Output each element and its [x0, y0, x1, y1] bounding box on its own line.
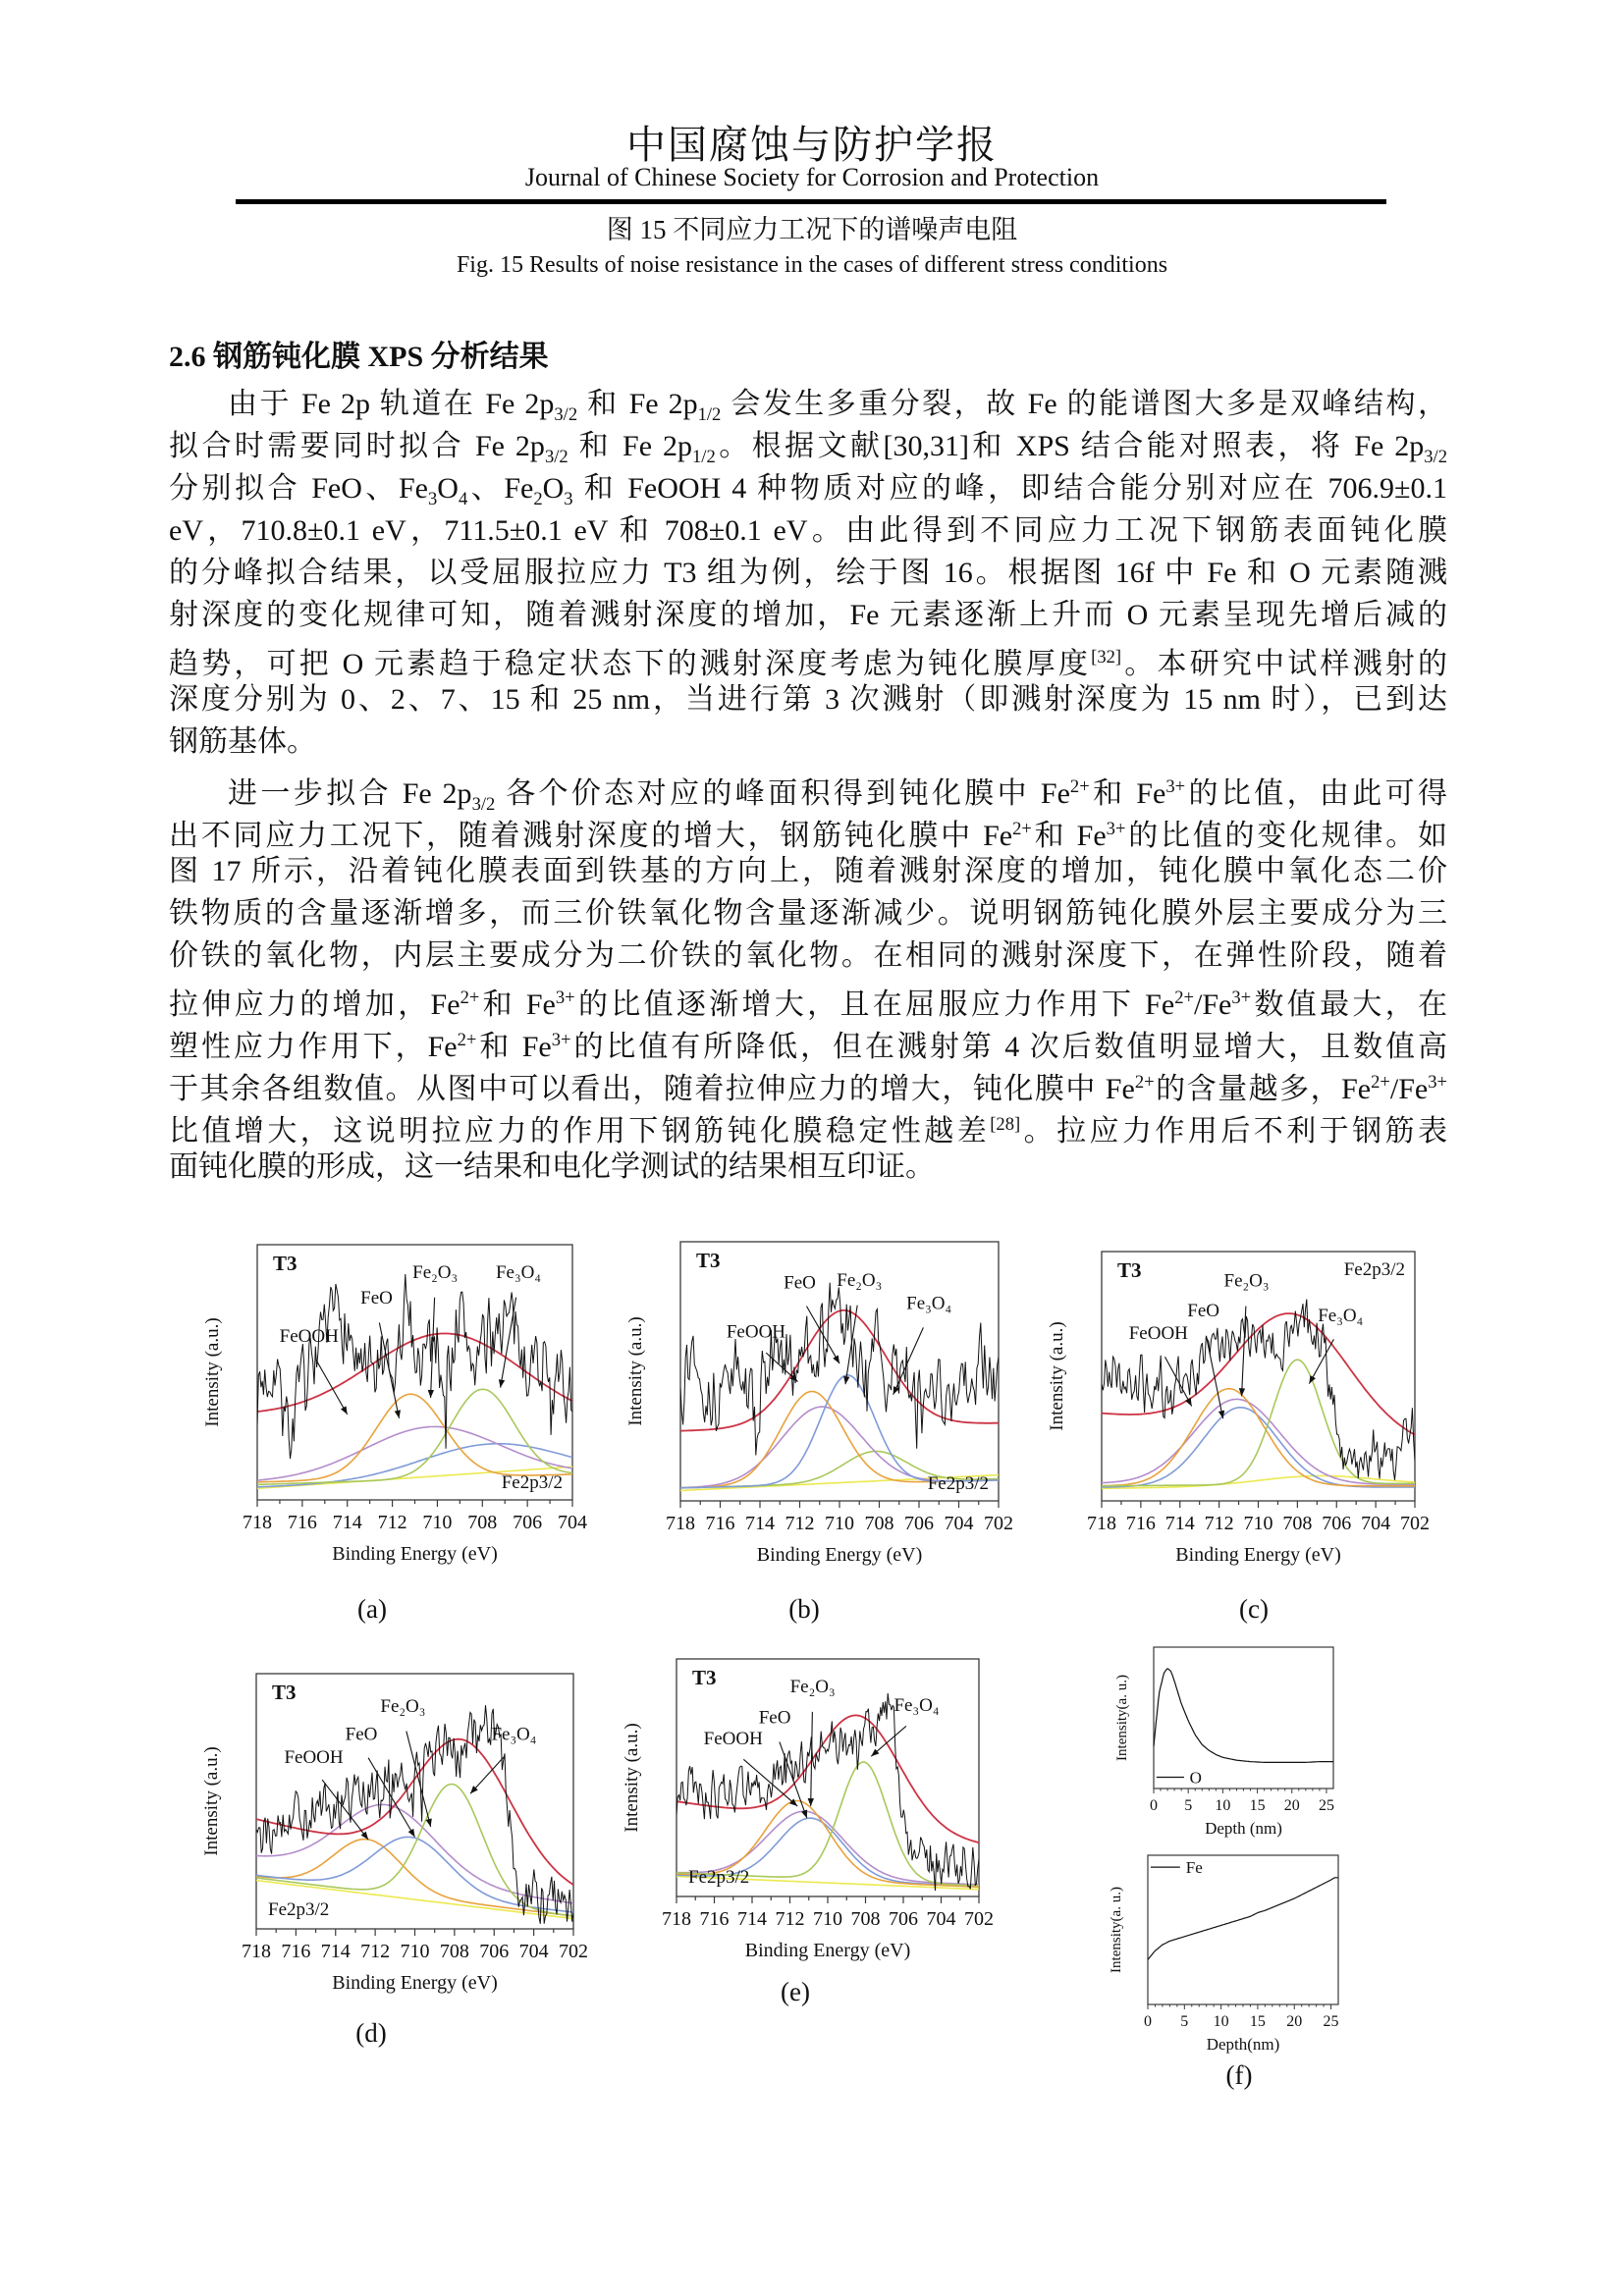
svg-text:Binding Energy (eV): Binding Energy (eV) [332, 1543, 498, 1565]
annotation-FeO: Fe₂O₃ [837, 1269, 883, 1291]
svg-text:Binding Energy (eV): Binding Energy (eV) [744, 1940, 911, 1961]
svg-text:716: 716 [287, 1512, 317, 1533]
svg-text:718: 718 [666, 1513, 695, 1534]
svg-text:708: 708 [864, 1513, 894, 1534]
subfigure-caption-e: (e) [781, 1977, 810, 2006]
svg-text:0: 0 [1150, 1797, 1158, 1814]
svg-text:710: 710 [400, 1941, 430, 1962]
panel-tag: T3 [692, 1666, 717, 1689]
svg-text:708: 708 [1282, 1513, 1313, 1534]
panel-tag: T3 [273, 1252, 298, 1275]
subfigure-caption-d: (d) [355, 2018, 387, 2048]
paragraph-2-line-9: 比值增大，这说明拉应力的作用下钢筋钝化膜稳定性越差[28]。拉应力作用后不利于钢筋表 [169, 1114, 1448, 1148]
paragraph-1-line-8: 深度分别为 0、2、7、15 和 25 nm，当进行第 3 次溅射（即溅射深度为 15 nm 时），已到达 [169, 683, 1447, 716]
svg-text:710: 710 [422, 1512, 453, 1533]
svg-text:714: 714 [737, 1908, 767, 1930]
paragraph-2-line-7: 塑性应力作用下，$Fe^{2+}$和 $Fe^{3+}$的比值有所降低，但在溅射第 4 次后数值明显增大，且数值高 [169, 1030, 1448, 1063]
svg-text:20: 20 [1283, 1797, 1300, 1814]
svg-text:706: 706 [1322, 1513, 1352, 1534]
journal-title-english: Journal of Chinese Society for Corrosion and Protection [524, 163, 1100, 191]
svg-text:702: 702 [559, 1941, 588, 1962]
svg-text:708: 708 [850, 1908, 881, 1930]
paragraph-2-line-2: 出不同应力工况下，随着溅射深度的增大，钢筋钝化膜中 $Fe^{2+}$和 $Fe^{3+}$的比值的变化规律。如 [169, 819, 1448, 852]
svg-text:Intensity(a. u.): Intensity(a. u.) [1114, 1675, 1130, 1761]
svg-text:Intensity (a.u.): Intensity (a.u.) [201, 1746, 222, 1856]
svg-text:718: 718 [242, 1941, 271, 1962]
svg-text:20: 20 [1286, 2013, 1303, 2030]
paragraph-2-line-6: 拉伸应力的增加，$Fe^{2+}$和 $Fe^{3+}$的比值逐渐增大，且在屈服应力作用下 $Fe^{2+}/Fe^{3+}$数值最大，在 [169, 988, 1448, 1021]
panel-tag: T3 [1117, 1258, 1142, 1282]
legend-Fe: Fe [1185, 1858, 1203, 1878]
svg-text:5: 5 [1184, 1797, 1193, 1814]
annotation-FeO: Fe₃O₄ [1318, 1306, 1364, 1327]
svg-text:702: 702 [964, 1908, 994, 1930]
orbital-label: Fe2p3/2 [688, 1867, 750, 1888]
annotation-FeO: FeO [758, 1707, 791, 1729]
svg-text:714: 714 [332, 1512, 362, 1533]
annotation-FeO: Fe₃O₄ [491, 1724, 537, 1745]
svg-text:716: 716 [699, 1908, 730, 1930]
annotation-FeOOH: FeOOH [284, 1747, 344, 1768]
paragraph-1-line-5: 的分峰拟合结果，以受屈服拉应力 T3 组为例，绘于图 16。根据图 16f 中 Fe 和 O 元素随溅 [169, 557, 1447, 589]
svg-text:Binding Energy (eV): Binding Energy (eV) [332, 1972, 498, 1994]
orbital-label: Fe2p3/2 [501, 1472, 563, 1493]
svg-text:702: 702 [984, 1513, 1013, 1534]
svg-text:704: 704 [558, 1512, 587, 1533]
paragraph-2-line-3: 图 17 所示，沿着钝化膜表面到铁基的方向上，随着溅射深度的增加，钝化膜中氧化态二价 [169, 855, 1447, 887]
paragraph-2-line-8: 于其余各组数值。从图中可以看出，随着拉伸应力的增大，钝化膜中 $Fe^{2+}$的含量越多，$Fe^{2+}/Fe^{3+}$ [169, 1072, 1448, 1105]
svg-text:702: 702 [1400, 1513, 1430, 1534]
paragraph-2-line-10: 面钝化膜的形成，这一结果和电化学测试的结果相互印证。 [169, 1150, 935, 1183]
svg-text:0: 0 [1144, 2013, 1152, 2030]
annotation-FeO: Fe₂O₃ [380, 1696, 426, 1717]
svg-text:716: 716 [705, 1513, 735, 1534]
svg-text:712: 712 [360, 1941, 391, 1962]
paragraph-1-line-4: eV，710.8±0.1 eV，711.5±0.1 eV 和 708±0.1 eV。由此得到不同应力工况下钢筋表面钝化膜 [169, 514, 1447, 547]
svg-text:718: 718 [1087, 1513, 1116, 1534]
svg-text:704: 704 [518, 1941, 549, 1962]
figure-panel-c [1047, 1252, 1430, 1624]
paragraph-1-line-1: 由于 Fe 2p 轨道在 Fe $2p_{3/2}$ 和 Fe $2p_{1/2}$ 会发生多重分裂，故 Fe 的能谱图大多是双峰结构， [228, 388, 1448, 425]
svg-text:704: 704 [944, 1513, 974, 1534]
svg-text:716: 716 [1125, 1513, 1156, 1534]
annotation-FeO: Fe₂O₃ [412, 1261, 459, 1283]
svg-text:708: 708 [467, 1512, 498, 1533]
svg-text:714: 714 [320, 1941, 351, 1962]
svg-text:10: 10 [1213, 2013, 1229, 2030]
svg-text:714: 714 [745, 1513, 775, 1534]
legend-O: O [1189, 1768, 1202, 1788]
journal-title-chinese: 中国腐蚀与防护学报 [626, 123, 998, 167]
svg-text:Depth (nm): Depth (nm) [1205, 1819, 1282, 1838]
svg-text:Binding Energy (eV): Binding Energy (eV) [756, 1544, 923, 1566]
annotation-FeO: Fe₃O₄ [906, 1293, 952, 1314]
subfigure-caption-c: (c) [1239, 1594, 1269, 1624]
paragraph-2-line-5: 价铁的氧化物，内层主要成分为二价铁的氧化物。在相同的溅射深度下，在弹性阶段，随着 [169, 939, 1447, 972]
paragraph-2 [169, 766, 1447, 1188]
svg-text:Intensity(a. u.): Intensity(a. u.) [1109, 1887, 1124, 1973]
svg-text:Intensity (a.u.): Intensity (a.u.) [202, 1317, 223, 1427]
svg-text:10: 10 [1215, 1797, 1231, 1814]
annotation-FeO: FeO [360, 1287, 393, 1308]
paragraph-1-line-7: 趋势，可把 O 元素趋于稳定状态下的溅射深度考虑为钝化膜厚度[32]。本研究中试样溅射的 [169, 647, 1447, 680]
annotation-FeO: Fe₂O₃ [789, 1676, 836, 1697]
orbital-label: Fe2p3/2 [268, 1899, 330, 1920]
annotation-FeOOH: FeOOH [279, 1325, 339, 1347]
svg-text:Intensity (a.u.): Intensity (a.u.) [625, 1316, 646, 1426]
orbital-label: Fe2p3/2 [927, 1473, 989, 1494]
svg-text:706: 706 [513, 1512, 543, 1533]
svg-text:704: 704 [1361, 1513, 1391, 1534]
svg-text:15: 15 [1249, 1797, 1266, 1814]
annotation-FeO: Fe₂O₃ [1223, 1270, 1270, 1292]
annotation-FeO: FeO [345, 1724, 378, 1745]
figure16-xps-panels [0, 1207, 1624, 2296]
figure15-caption-chinese: 图 15 不同应力工况下的谱噪声电阻 [606, 215, 1018, 244]
svg-text:706: 706 [904, 1513, 934, 1534]
annotation-FeOOH: FeOOH [726, 1321, 786, 1343]
panel-tag: T3 [696, 1249, 721, 1272]
annotation-FeO: FeO [784, 1272, 816, 1294]
paragraph-2-line-4: 铁物质的含量逐渐增多，而三价铁氧化物含量逐渐减少。说明钢筋钝化膜外层主要成分为三 [169, 897, 1447, 930]
paragraph-1-line-9: 钢筋基体。 [169, 725, 316, 758]
figure-panel-b [625, 1242, 1013, 1624]
svg-text:Intensity (a.u.): Intensity (a.u.) [622, 1723, 642, 1833]
svg-text:712: 712 [1204, 1513, 1234, 1534]
svg-text:5: 5 [1180, 2013, 1189, 2030]
figure-panel-d [201, 1674, 588, 2048]
subfigure-caption-f: (f) [1225, 2060, 1253, 2090]
paragraph-1-line-3: 分别拟合 FeO、$Fe_3O_4$、$Fe_2O_3$ 和 FeOOH 4 种物质对应的峰，即结合能分别对应在 706.9±0.1 [169, 472, 1448, 509]
paragraph-1-line-2: 拟合时需要同时拟合 Fe $2p_{3/2}$ 和 Fe $2p_{1/2}$。根据文献[30,31]和 XPS 结合能对照表，将 Fe $2p_{3/2}$ [169, 430, 1448, 467]
svg-text:718: 718 [662, 1908, 691, 1930]
svg-text:710: 710 [1243, 1513, 1273, 1534]
svg-text:Depth(nm): Depth(nm) [1206, 2035, 1280, 2054]
svg-text:704: 704 [926, 1908, 956, 1930]
panel-tag: T3 [272, 1681, 297, 1704]
annotation-FeOOH: FeOOH [1128, 1322, 1188, 1344]
svg-text:712: 712 [785, 1513, 815, 1534]
svg-text:718: 718 [243, 1512, 272, 1533]
svg-text:706: 706 [889, 1908, 918, 1930]
paragraph-2-line-1: 进一步拟合 Fe $2p_{3/2}$ 各个价态对应的峰面积得到钝化膜中 $Fe^{2+}$和 $Fe^{3+}$的比值，由此可得 [228, 776, 1448, 815]
annotation-FeO: Fe₃O₄ [495, 1261, 541, 1283]
svg-text:712: 712 [775, 1908, 805, 1930]
paragraph-1 [169, 383, 1447, 763]
annotation-FeOOH: FeOOH [703, 1729, 763, 1750]
svg-text:716: 716 [281, 1941, 311, 1962]
paragraph-1-line-6: 射深度的变化规律可知，随着溅射深度的增加，Fe 元素逐渐上升而 O 元素呈现先增后减的 [169, 599, 1447, 631]
figure15-caption-english: Fig. 15 Results of noise resistance in the cases of different stress conditions [456, 252, 1168, 278]
svg-text:706: 706 [479, 1941, 510, 1962]
svg-text:710: 710 [825, 1513, 854, 1534]
svg-text:708: 708 [439, 1941, 469, 1962]
figure-panel-e [622, 1659, 994, 2006]
svg-text:Binding Energy (eV): Binding Energy (eV) [1175, 1544, 1341, 1566]
annotation-FeO: Fe₃O₄ [893, 1695, 940, 1717]
svg-text:Intensity (a.u.): Intensity (a.u.) [1047, 1321, 1067, 1431]
annotation-FeO: FeO [1187, 1301, 1220, 1322]
svg-text:712: 712 [377, 1512, 407, 1533]
subfigure-caption-a: (a) [357, 1594, 387, 1624]
subfigure-caption-b: (b) [788, 1594, 820, 1624]
header-rule [236, 199, 1386, 204]
orbital-label: Fe2p3/2 [1343, 1259, 1405, 1280]
svg-text:714: 714 [1164, 1513, 1195, 1534]
figure-panel-a [202, 1245, 587, 1624]
figure-panel-f_o [1114, 1647, 1334, 1838]
svg-text:25: 25 [1323, 2013, 1339, 2030]
svg-text:25: 25 [1318, 1797, 1334, 1814]
figure-panel-f_fe [1109, 1855, 1339, 2090]
svg-text:710: 710 [813, 1908, 842, 1930]
section-heading: 2.6 钢筋钝化膜 XPS 分析结果 [169, 341, 549, 373]
svg-text:15: 15 [1249, 2013, 1266, 2030]
